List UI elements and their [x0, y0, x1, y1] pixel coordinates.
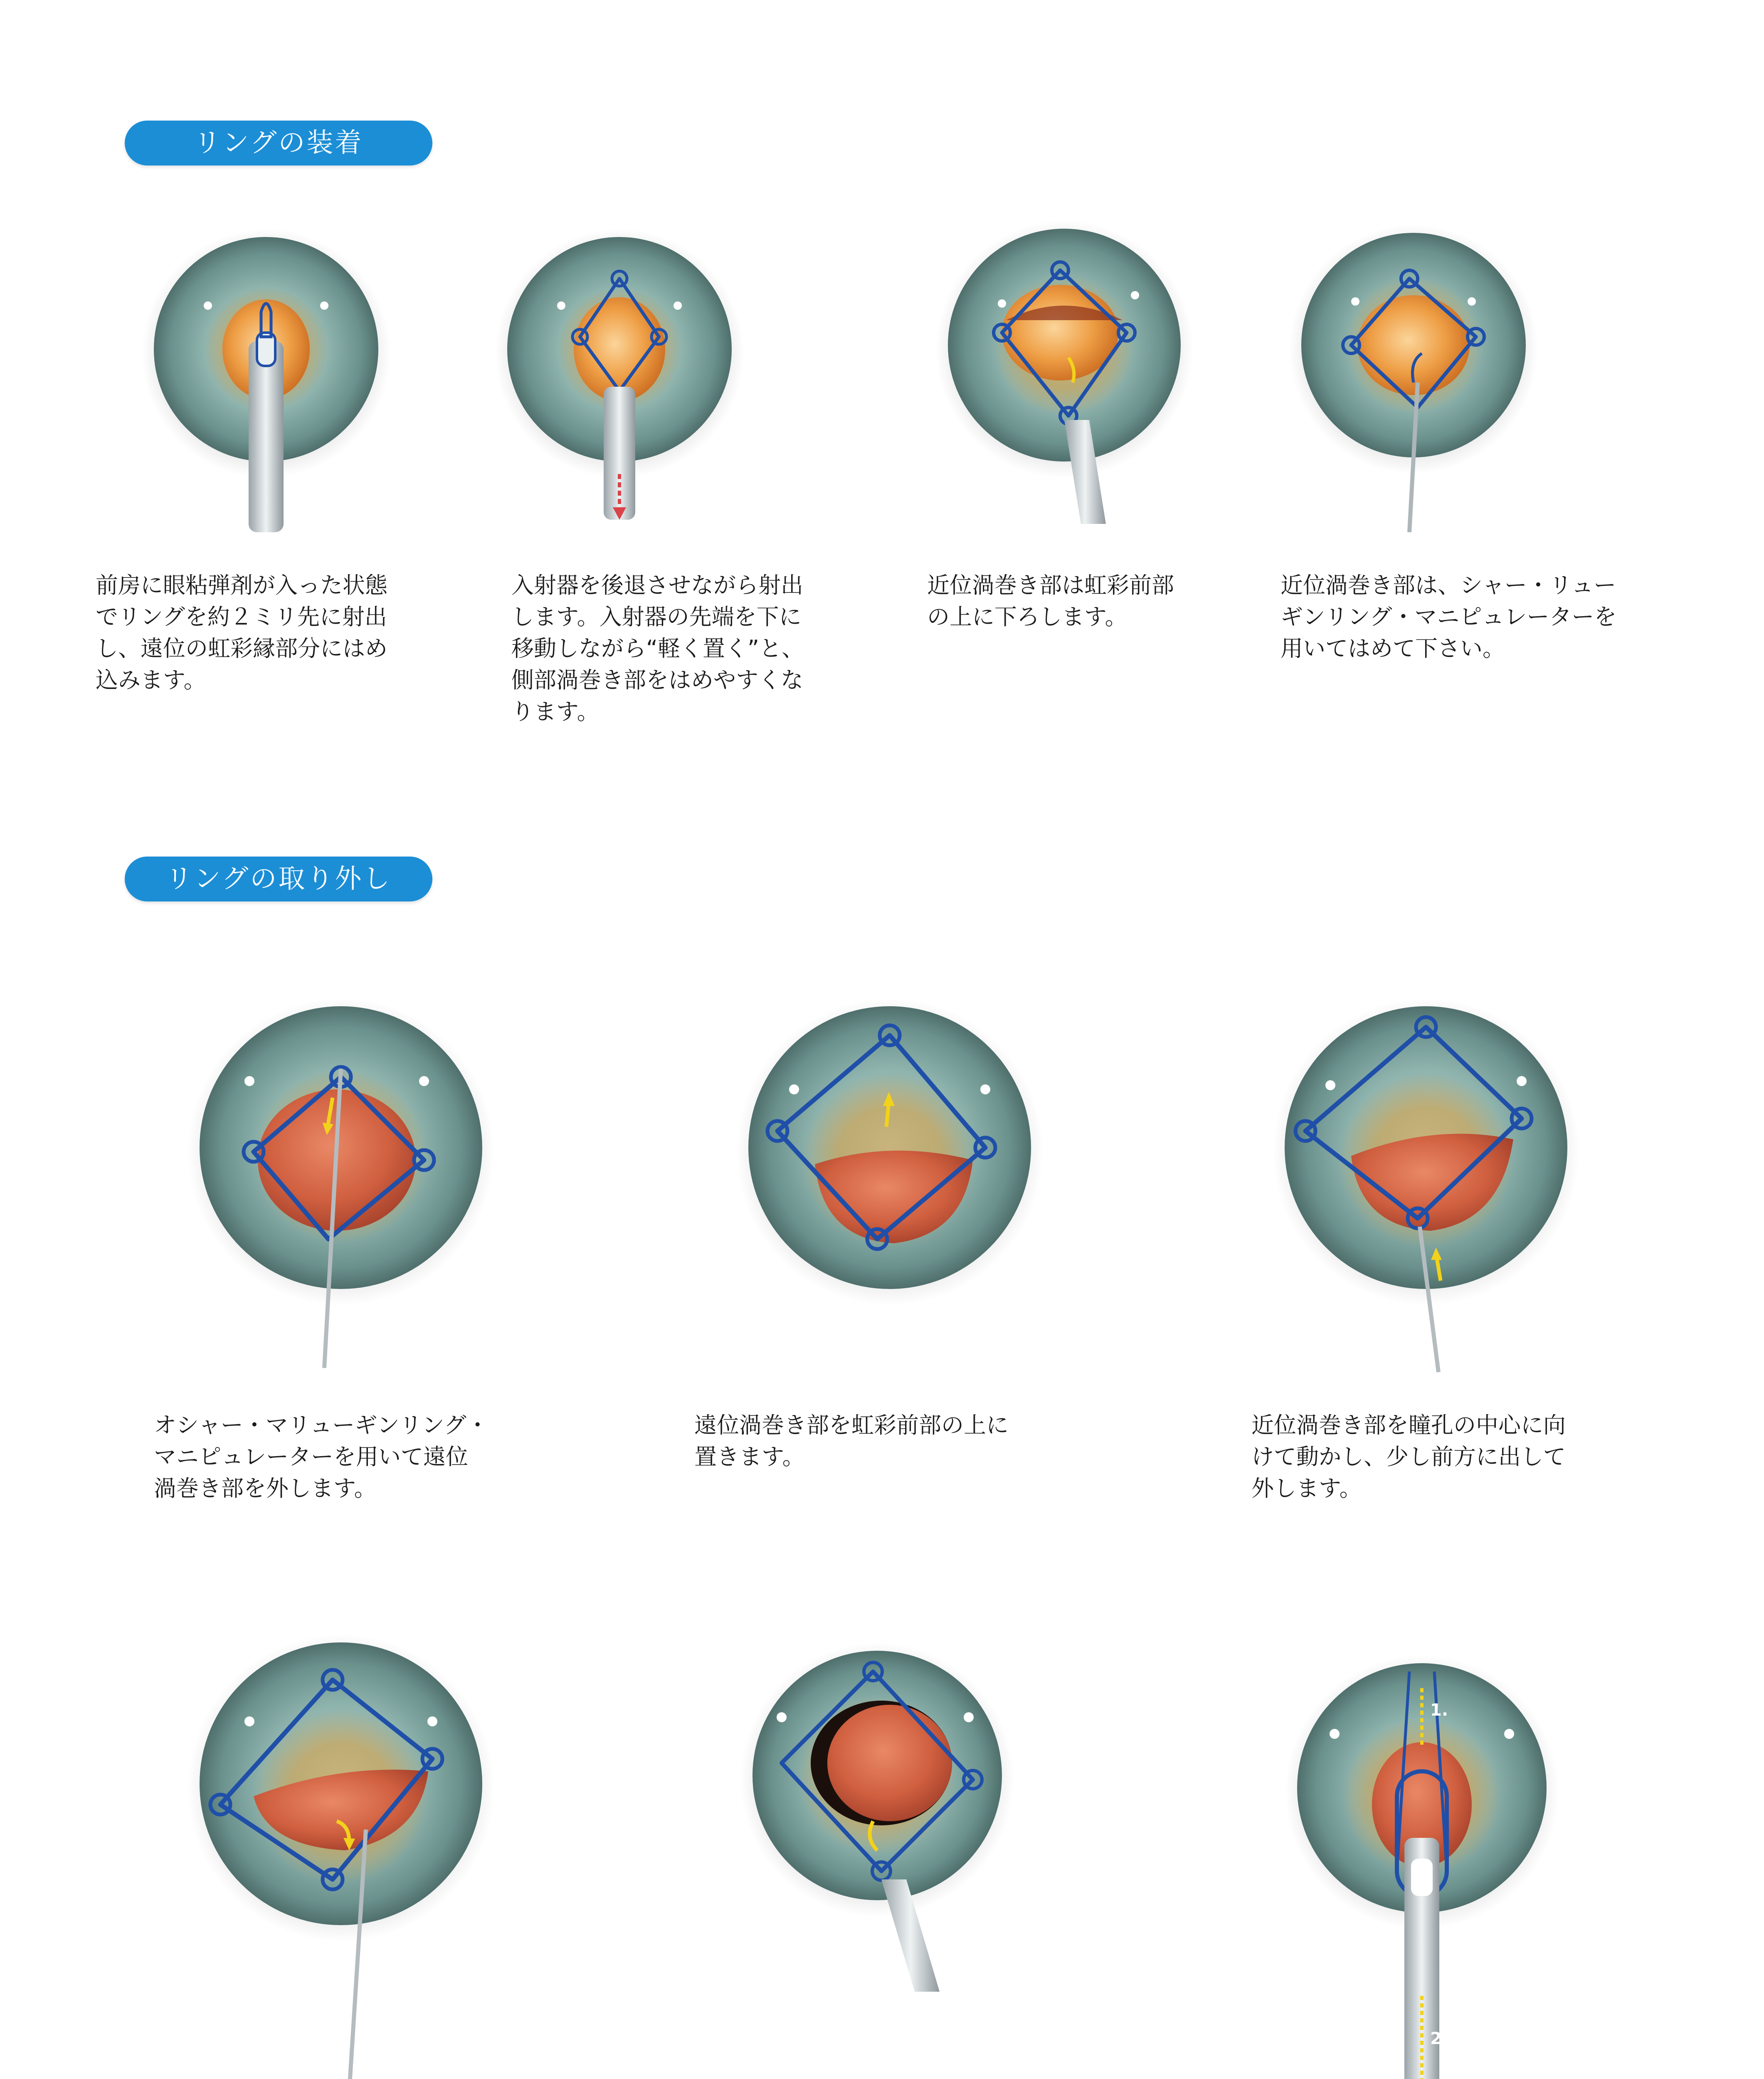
figure-removal-step-6	[1272, 1622, 1572, 2079]
caption-insertion-step-2: 入射器を後退させながら射出 します。入射器の先端を下に 移動しながら“軽く置く”と、 側部渦巻き部をはめやすくな ります。	[511, 572, 804, 725]
figure-removal-step-5	[723, 1613, 1031, 1996]
figure-removal-step-3	[1256, 981, 1596, 1380]
figure-removal-step-4	[175, 1622, 507, 2079]
section-header-ring-insertion: リングの装着	[125, 121, 432, 165]
figure-label-1: 1.	[1430, 1701, 1448, 1720]
figure-removal-step-2	[723, 981, 1056, 1339]
caption-insertion-step-3: 近位渦巻き部は虹彩前部 の上に下ろします。	[927, 572, 1174, 630]
caption-insertion-step-1: 前房に眼粘弾剤が入った状態 でリングを約２ミリ先に射出 し、遠位の虹彩縁部分にはめ 込みます。	[96, 572, 387, 693]
caption-removal-step-2: 遠位渦巻き部を虹彩前部の上に 置きます。	[694, 1412, 1009, 1470]
section-header-ring-removal: リングの取り外し	[125, 857, 432, 901]
caption-insertion-step-4: 近位渦巻き部は、シャー・リュー ギンリング・マニピュレーターを 用いてはめて下さい。	[1280, 572, 1617, 662]
figure-insertion-step-4	[1280, 208, 1547, 541]
figure-label-2: 2.	[1430, 2029, 1448, 2048]
caption-removal-step-1: オシャー・マリューギンリング・ マニピュレーターを用いて遠位 渦巻き部を外します。	[154, 1412, 489, 1501]
figure-insertion-step-2	[503, 216, 736, 532]
figure-insertion-step-1	[150, 216, 382, 532]
figure-insertion-step-3	[927, 195, 1201, 528]
caption-removal-step-3: 近位渦巻き部を瞳孔の中心に向 けて動かし、少し前方に出して 外します。	[1251, 1412, 1566, 1501]
figure-removal-step-1	[175, 981, 507, 1372]
